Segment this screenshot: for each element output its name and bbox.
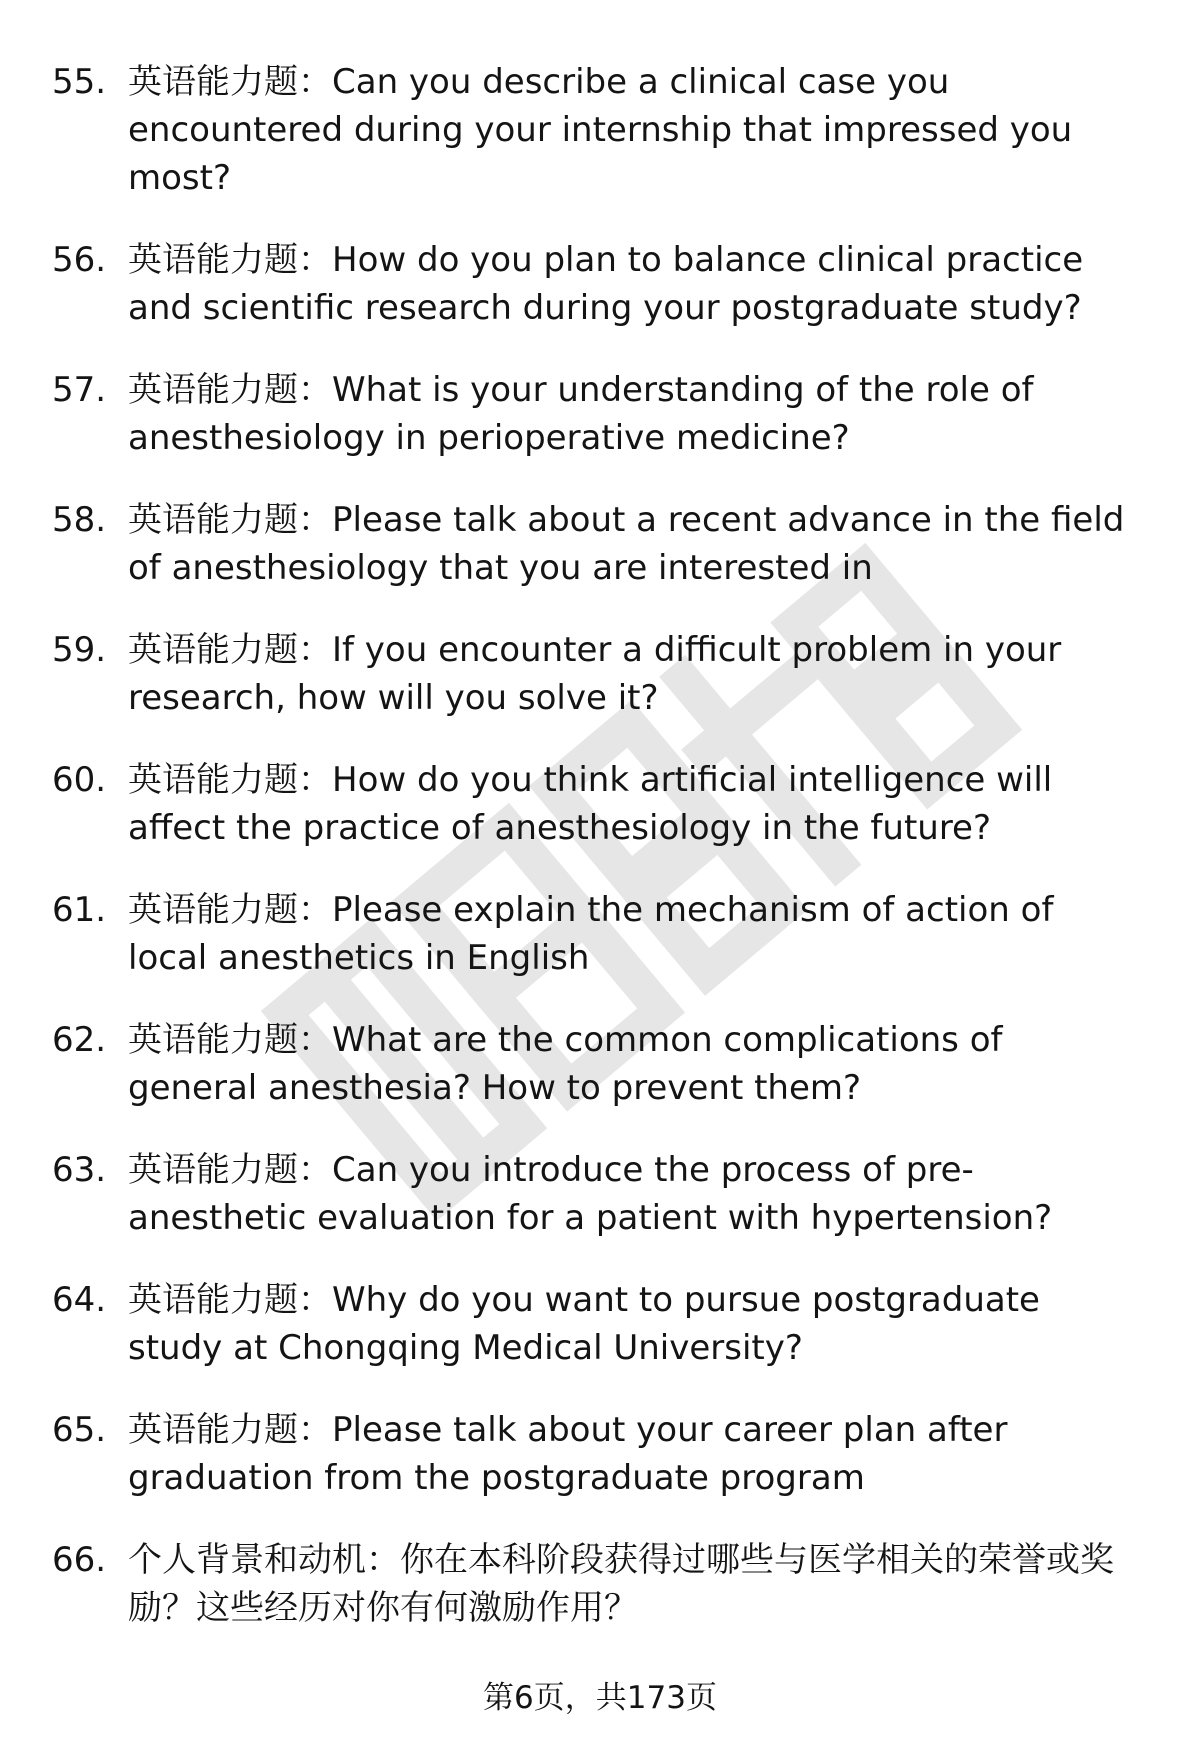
question-list [52,58,1152,1666]
question-text: 英语能力题：How do you plan to balance clinical practice and scientific research during your postgraduate study? [128,240,1084,328]
question-text: 英语能力题：Why do you want to pursue postgraduate study at Chongqing Medical University? [128,1280,1040,1368]
question-item [52,1276,1152,1372]
question-item [52,58,1152,202]
question-text: 英语能力题：Please talk about your career plan after graduation from the postgraduate program [128,1410,1008,1498]
question-item [52,756,1152,852]
question-text: 英语能力题：Please talk about a recent advance in the field of anesthesiology that you are interested in [128,500,1125,588]
question-number: 57. [52,370,107,410]
question-number: 60. [52,760,107,800]
question-number: 64. [52,1280,107,1320]
question-number: 63. [52,1150,107,1190]
question-text: 英语能力题：Can you introduce the process of pre-anesthetic evaluation for a patient with hypertension? [128,1150,1053,1238]
question-number: 61. [52,890,107,930]
question-number: 65. [52,1410,107,1450]
question-item [52,626,1152,722]
question-text: 英语能力题：Please explain the mechanism of action of local anesthetics in English [128,890,1054,978]
question-number: 58. [52,500,107,540]
question-text: 英语能力题：What are the common complications of general anesthesia? How to prevent them? [128,1020,1003,1108]
question-text: 英语能力题：If you encounter a difficult problem in your research, how will you solve it? [128,630,1062,718]
question-item [52,1016,1152,1112]
question-item [52,1536,1152,1632]
question-item [52,366,1152,462]
question-number: 66. [52,1540,107,1580]
page-number-footer: 第6页，共173页 [483,1680,717,1716]
question-item [52,886,1152,982]
question-number: 62. [52,1020,107,1060]
question-number: 55. [52,62,107,102]
question-text: 英语能力题：How do you think artificial intelligence will affect the practice of anesthesiology in the future? [128,760,1053,848]
question-item [52,1146,1152,1242]
question-item [52,496,1152,592]
question-item [52,236,1152,332]
question-number: 56. [52,240,107,280]
question-item [52,1406,1152,1502]
question-number: 59. [52,630,107,670]
question-text: 个人背景和动机：你在本科阶段获得过哪些与医学相关的荣誉或奖励？这些经历对你有何激励作用？ [128,1540,1114,1628]
question-text: 英语能力题：Can you describe a clinical case you encountered during your internship that impressed you most? [128,62,1073,198]
question-text: 英语能力题：What is your understanding of the role of anesthesiology in perioperative medicine? [128,370,1034,458]
